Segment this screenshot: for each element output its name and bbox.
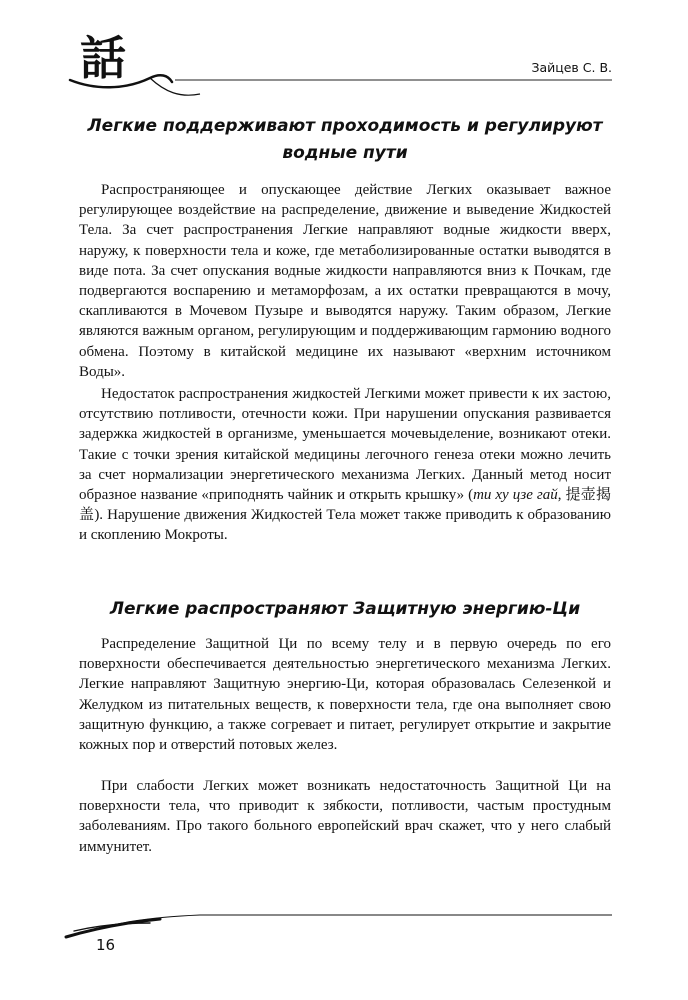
calligraphy-logo: 話 (80, 31, 126, 85)
paragraph-2-text-a: Недостаток распространения жидкостей Легкими может привести к их застою, отсутствию потливости, отечности кожи. При нарушении опускания развивается задержка жидкостей в организме, уменьшается мочевыделение, возникают отеки. Такие с точки зрения китайской медицины легочного генеза отеки можно лечить за счет нормализации энергетического механизма Легких. Данный метод носит образное название «приподнять чайник и открыть крышку» ( (79, 386, 611, 504)
paragraph-3: Распределение Защитной Ци по всему телу и в первую очередь по его поверхности обеспечивается деятельностью энергетического механизма Легких. Легкие направляют Защитную энергию-Ци, которая образовалась Селезенкой и Желудком из питательных веществ, к поверхности тела, где она выполняет свою защитную функцию, а также согревает и питает, регулирует открытие и закрытие кожных пор и отверстий потовых желез. (79, 636, 611, 754)
section-title-2: Легкие распространяют Защитную энергию-Ци (109, 599, 581, 619)
paragraph-4: При слабости Легких может возникать недостаточность Защитной Ци на поверхности тела, что приводит к зябкости, потливости, частым простудным заболеваниям. Про такого больного европейский врач скажет, что у него слабый иммунитет. (79, 778, 611, 855)
brush-stroke-icon (66, 919, 160, 937)
author-name: Зайцев С. В. (531, 60, 612, 75)
section-title-1: Легкие поддерживают проходимость и регулируют водные пути (87, 116, 603, 163)
paragraph-1: Распространяющее и опускающее действие Легких оказывает важное регулирующее воздействие на распределение, движение и выведение Жидкостей Тела. За счет распространения Легкие направляют водные жидкости вверх, наружу, к поверхности тела и коже, где метаболизированные остатки выводятся в виде пота. За счет опускания водные жидкости направляются вниз к Почкам, где подвергаются воспарению и метаморфозам, а их остатки превращаются в мочу, скапливаются в Мочевом Пузыре и выводятся наружу. Таким образом, Легкие являются важным органом, регулирующим и поддерживающим гармонию водного обмена. Поэтому в китайской медицине их называют «верхним источником Воды». (79, 182, 611, 380)
paragraph-2-text-b: ). Нарушение движения Жидкостей Тела может также приводить к образованию и скоплению Мокроты. (79, 507, 611, 544)
paragraph-2 (79, 384, 611, 546)
swoosh-tail-icon (150, 78, 200, 95)
page-header (0, 0, 688, 120)
transliteration: ти ху цзе гай (473, 487, 558, 504)
page-number: 16 (96, 936, 116, 954)
hanzi-term: , 提壶揭盖 (79, 487, 611, 524)
